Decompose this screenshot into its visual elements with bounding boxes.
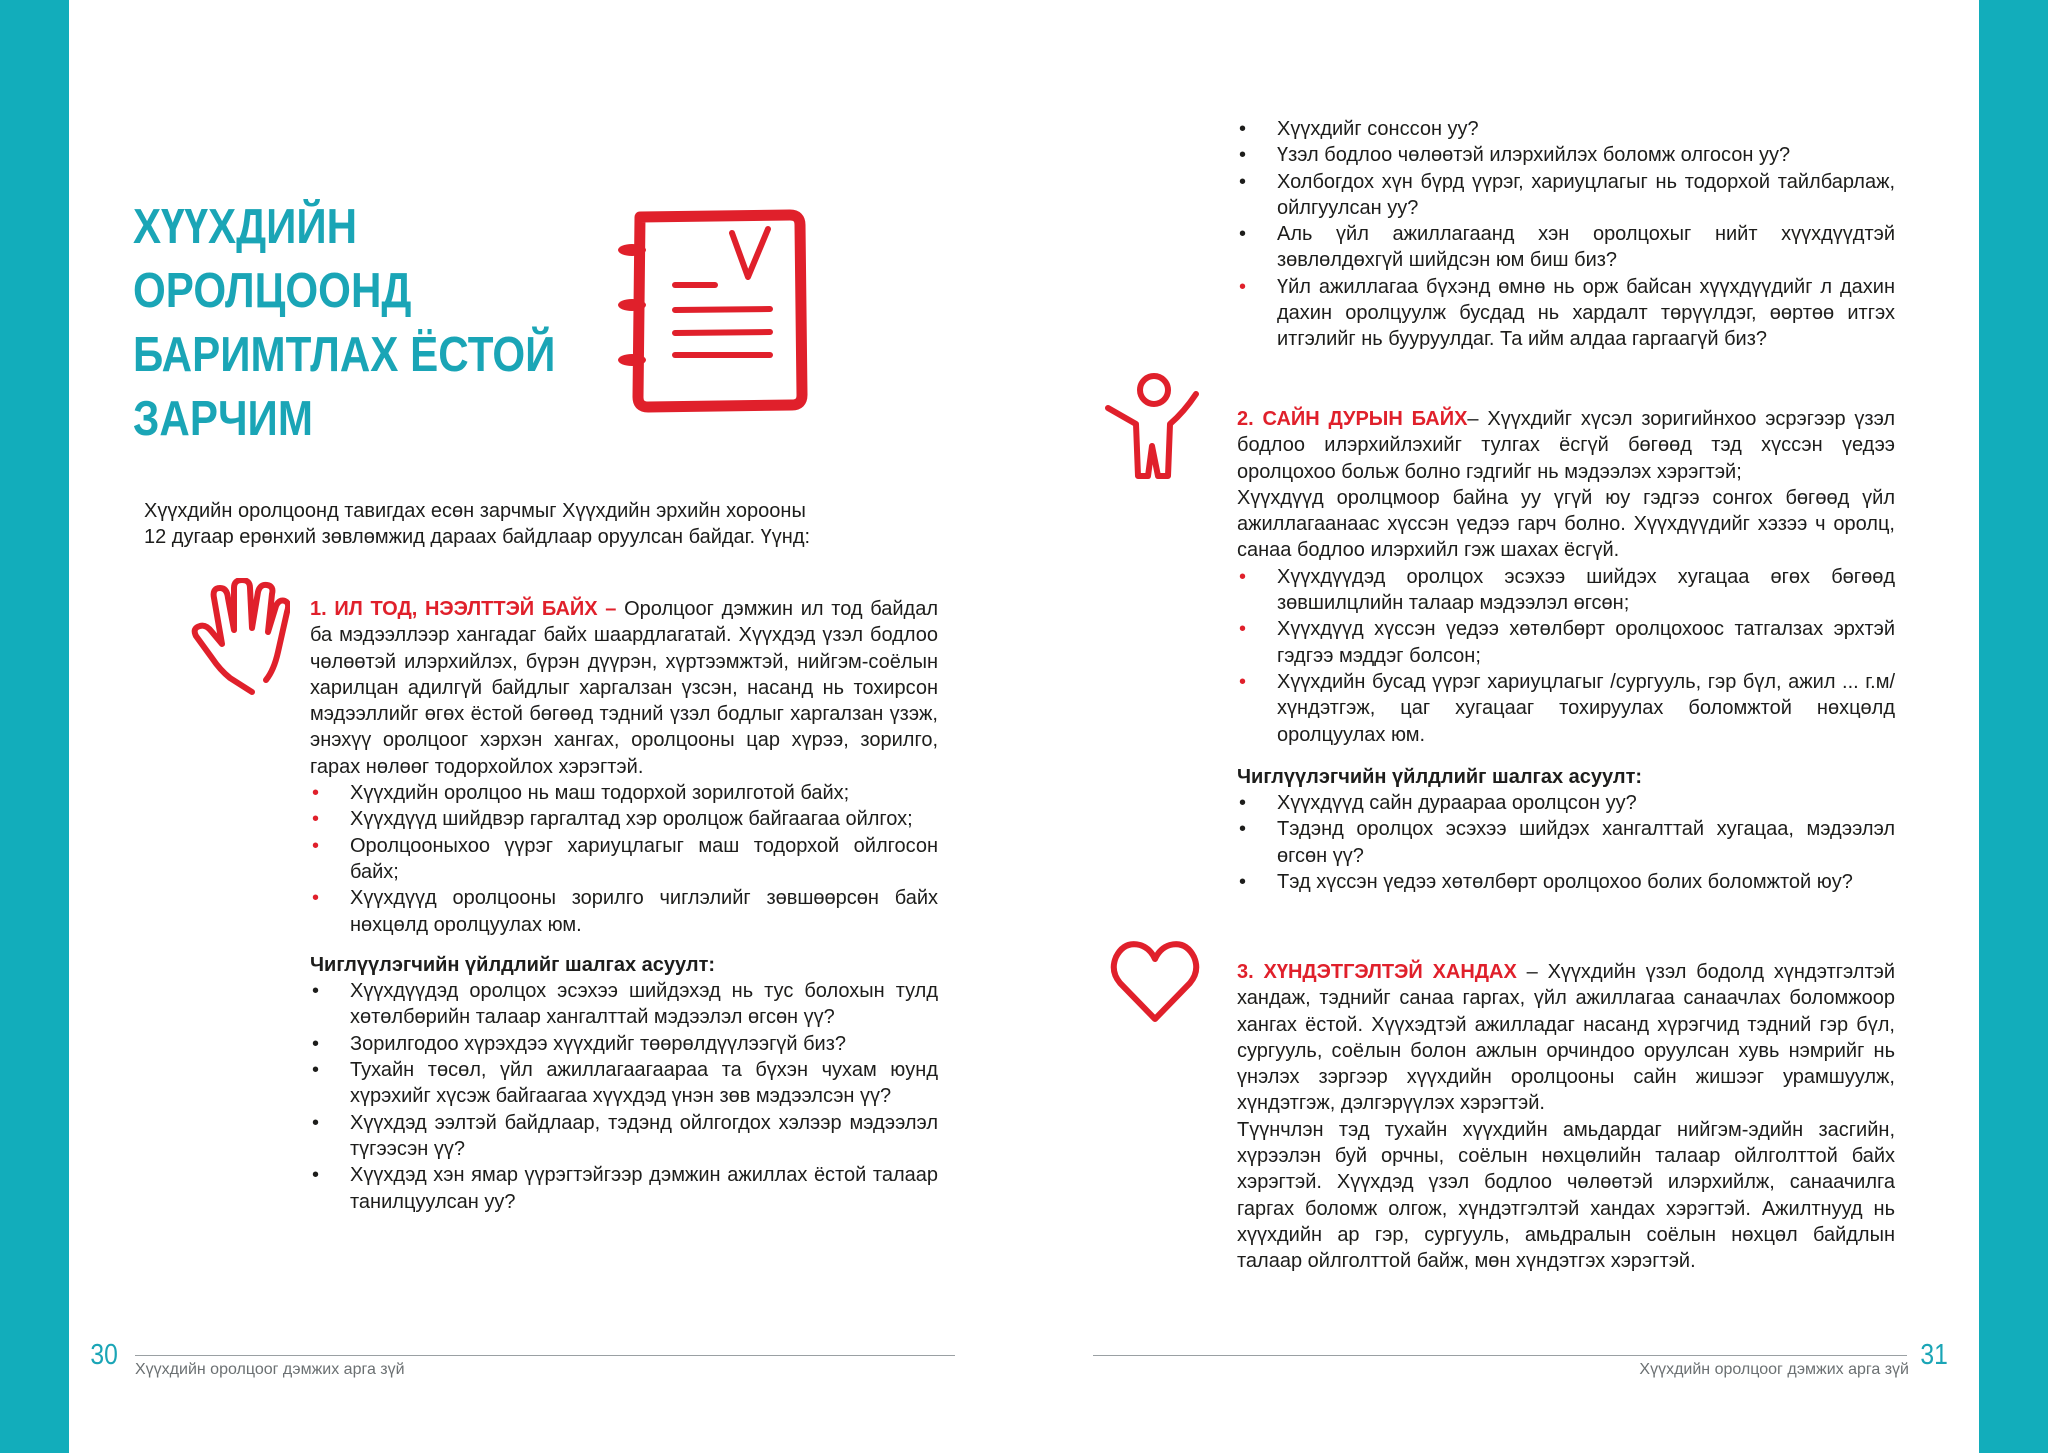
principle-3-section [1237, 959, 1895, 1275]
page-title [133, 195, 555, 451]
raised-hand-icon [190, 578, 290, 698]
list-item: • Хүүхдийн бусад үүрэг хариуцлагыг /сургууль, гэр бүл, ажил ... г.м/ хүндэтгэж, цаг хугацааг тохируулах боломжтой нөхцөлд оролцуулах юм. [1237, 669, 1895, 748]
questions-heading: Чиглүүлэгчийн үйлдлийг шалгах асуулт: [1237, 765, 1643, 788]
principle-2-bullets [1237, 564, 1895, 748]
title-line: БАРИМТЛАХ ЁСТОЙ [133, 328, 556, 382]
list-item: • Тэд хүссэн үедээ хөтөлбөрт оролцохоо болих боломжтой юу? [1237, 869, 1895, 895]
list-item: • Тухайн төсөл, үйл ажиллагаагаараа та бүхэн чухам юунд хүрэхийг хүсэж байгаагаа хүүхдэд үнэн зөв мэдээлсэн үү? [310, 1057, 938, 1110]
list-item: • Хүүхдүүд шийдвэр гаргалтад хэр оролцож байгаагаа ойлгох; [310, 806, 938, 832]
principle-1-questions [310, 978, 938, 1215]
footer-divider [1093, 1355, 1907, 1356]
principle-2-paragraph [1237, 406, 1895, 485]
principle-1-body: Оролцоог дэмжин ил тод байдал ба мэдээллээр хангадаг байх шаардлагатай. Хүүхдэд үзэл бодлоо чөлөөтэй илэрхийлэх, бүрэн дүүрэн, хүртээмжтэй, нийгэм-соёлын харилцан адилгүй байдлыг харгалзан үзсэн, насанд нь тохирсон мэдээллийг өгөх ёстой бөгөөд тэдний үзэл бодлыг харгалзан үзэж, энэхүү оролцоог хэрхэн хангах, оролцооны цар хүрээ, зорилго, гарах нөлөөг тодорхойлох хэрэгтэй. [310, 598, 938, 778]
principle-1-heading: 1. ИЛ ТОД, НЭЭЛТТЭЙ БАЙХ – [310, 598, 617, 620]
left-accent-band [0, 0, 69, 1453]
right-accent-band [1979, 0, 2048, 1453]
list-item: • Хүүхдүүд сайн дураараа оролцсон уу? [1237, 790, 1895, 816]
intro-line: Хүүхдийн оролцоонд тавигдах есөн зарчмыг Хүүхдийн эрхийн хорооны [144, 500, 806, 522]
title-line: ОРОЛЦООНД [133, 264, 412, 318]
questions-heading: Чиглүүлэгчийн үйлдлийг шалгах асуулт: [310, 953, 716, 976]
continued-question-list [1237, 116, 1895, 353]
list-item: • Зорилгодоо хүрэхдээ хүүхдийг төөрөлдүүлээгүй биз? [310, 1031, 938, 1057]
list-item: • Хүүхдүүд хүссэн үедээ хөтөлбөрт оролцохоос татгалзах эрхтэй гэдгээ мэддэг болсон; [1237, 616, 1895, 669]
principle-3-paragraph [1237, 959, 1895, 1117]
principle-2-body: – Хүүхдийг хүсэл зоригийнхоо эсрэгээр үзэл бодлоо илэрхийлэхийг тулгах ёсгүй бөгөөд тэд хүссэн үедээ оролцохоо больж болно гэдгийг нь мэдээлэх хэрэгтэй; [1237, 408, 1895, 483]
list-item: • Холбогдох хүн бүрд үүрэг, хариуцлагыг нь тодорхой тайлбарлаж, ойлгуулсан уу? [1237, 169, 1895, 222]
page-number: 31 [1920, 1339, 1948, 1371]
list-item: • Хүүхдийн оролцоо нь маш тодорхой зорилготой байх; [310, 780, 938, 806]
title-line: ХҮҮХДИЙН [133, 200, 358, 254]
principle-2-section [1237, 406, 1895, 895]
principle-1-bullets [310, 780, 938, 938]
principle-3-body: – Хүүхдийн үзэл бодолд хүндэтгэлтэй хандаж, тэднийг санаа гаргах, үйл ажиллагаа санаачлах боломжоор хангах ёстой. Хүүхэдтэй ажилладаг насанд хүрэгчид тэдний гэр бүл, сургууль, соёлын болон ажлын орчиндоо оруулсан хувь нэмрийг нь үнэлэх зэргээр хүүхдийн оролцооны сайн жишээг урамшуулж, хүндэтгэж, дэлгэрүүлэх хэрэгтэй. [1237, 961, 1895, 1115]
principle-2-body-2: Хүүхдүүд оролцмоор байна уу үгүй юу гэдгээ сонгох бөгөөд үйл ажиллагаанаас хүссэн үедээ гарч болно. Хүүхдүүдийг хэзээ ч оролц, санаа бодлоо илэрхийл гэж шахах ёсгүй. [1237, 486, 1895, 562]
principle-2-heading: 2. САЙН ДУРЫН БАЙХ [1237, 408, 1468, 430]
list-item: • Хүүхдэд хэн ямар үүрэгтэйгээр дэмжин ажиллах ёстой талаар танилцуулсан уу? [310, 1162, 938, 1215]
list-item: • Хүүхдийг сонссон уу? [1237, 116, 1895, 142]
list-item: • Оролцооныхоо үүрэг хариуцлагыг маш тодорхой ойлгосон байх; [310, 833, 938, 886]
principle-1-section [310, 596, 938, 1215]
list-item: • Үзэл бодлоо чөлөөтэй илэрхийлэх боломж олгосон уу? [1237, 142, 1895, 168]
list-item: • Үйл ажиллагаа бүхэнд өмнө нь орж байсан хүүхдүүдийг л дахин дахин оролцуулж бусдад нь хардалт төрүүлдэг, өөртөө итгэх итгэлийг нь бууруулдаг. Та ийм алдаа гаргаагүй биз? [1237, 274, 1895, 353]
title-line: ЗАРЧИМ [133, 392, 313, 446]
list-item: • Хүүхдэд ээлтэй байдлаар, тэдэнд ойлгогдох хэлээр мэдээлэл түгээсэн үү? [310, 1110, 938, 1163]
intro-paragraph [144, 498, 919, 550]
principle-2-questions [1237, 790, 1895, 895]
checklist-notebook-icon [610, 205, 810, 415]
principle-3-heading: 3. ХҮНДЭТГЭЛТЭЙ ХАНДАХ [1237, 961, 1517, 983]
footer-caption: Хүүхдийн оролцоог дэмжих арга зүй [135, 1361, 405, 1378]
page-number: 30 [90, 1339, 118, 1371]
continued-questions [1237, 116, 1895, 353]
list-item: • Аль үйл ажиллагаанд хэн оролцохыг нийт хүүхдүүдтэй зөвлөлдөхгүй шийдсэн юм биш биз? [1237, 221, 1895, 274]
list-item: • Хүүхдүүд оролцооны зорилго чиглэлийг зөвшөөрсөн байх нөхцөлд оролцуулах юм. [310, 885, 938, 938]
person-arms-raised-icon [1102, 372, 1202, 482]
list-item: • Хүүхдүүдэд оролцох эсэхээ шийдэхэд нь тус болохын тулд хөтөлбөрийн талаар хангалттай мэдээлэл өгсөн үү? [310, 978, 938, 1031]
footer-divider [135, 1355, 955, 1356]
heart-icon [1110, 937, 1200, 1027]
list-item: • Тэдэнд оролцох эсэхээ шийдэх хангалттай хугацаа, мэдээлэл өгсөн үү? [1237, 816, 1895, 869]
principle-1-paragraph [310, 596, 938, 780]
intro-line: 12 дугаар ерөнхий зөвлөмжид дараах байдлаар оруулсан байдаг. Үүнд: [144, 526, 811, 548]
principle-3-body-2: Түүнчлэн тэд тухайн хүүхдийн амьдардаг нийгэм-эдийн засгийн, хүрээлэн буй орчны, соёлын нөхцөлийн талаар ойлголттой байх хэрэгтэй. Хүүхдэд үзэл бодлоо чөлөөтэй илэрхийлж, санаачилга гаргах боломж олгож, хүндэтгэлтэй хандах хэрэгтэй. Ажилтнууд нь хүүхдийн ар гэр, сургууль, амьдралын соёлын нөхцөл байдлын талаар ойлголттой байж, мөн хүндэтгэх хэрэгтэй. [1237, 1118, 1895, 1273]
list-item: • Хүүхдүүдэд оролцох эсэхээ шийдэх хугацаа өгөх бөгөөд зөвшилцлийн талаар мэдээлэл өгсөн; [1237, 564, 1895, 617]
footer-caption: Хүүхдийн оролцоог дэмжих арга зүй [1639, 1361, 1909, 1378]
